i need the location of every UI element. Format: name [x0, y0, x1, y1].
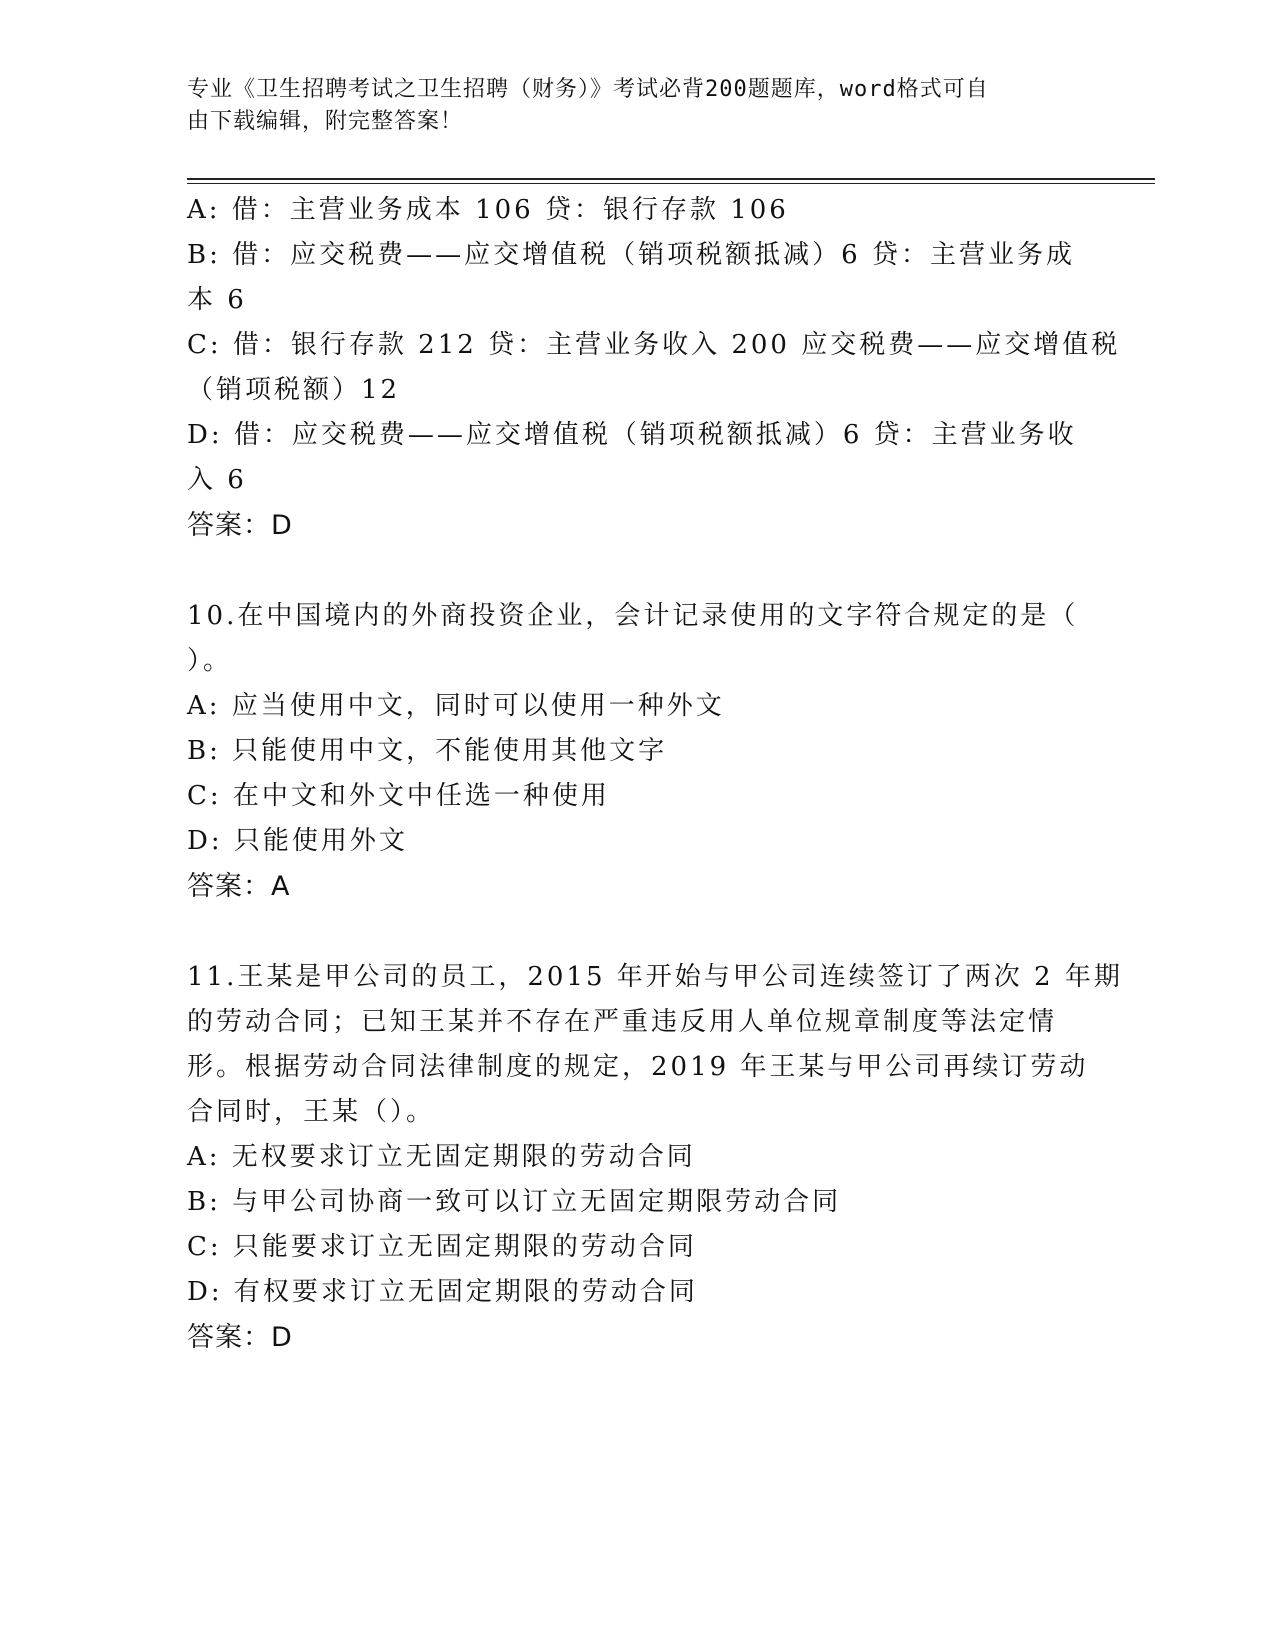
- question-10: [187, 594, 1087, 909]
- header-line-2: 由下载编辑，附完整答案！: [187, 109, 464, 134]
- option-d: D: 有权要求订立无固定期限的劳动合同: [187, 1277, 698, 1307]
- option-d: D: 借：应交税费——应交增值税（销项税额抵减）6 贷：主营业务收: [187, 420, 1077, 450]
- question-stem-continued: 的劳动合同；已知王某并不存在严重违反用人单位规章制度等法定情: [187, 1007, 1058, 1037]
- header-line-1: 专业《卫生招聘考试之卫生招聘（财务）》考试必背200题题库，word格式可自: [187, 77, 989, 102]
- answer-label: 答案：D: [187, 1322, 293, 1353]
- document-body: [187, 188, 1123, 1360]
- question-stem-continued: 合同时，王某（）。: [187, 1097, 436, 1127]
- option-b: B: 借：应交税费——应交增值税（销项税额抵减）6 贷：主营业务成: [187, 240, 1075, 270]
- answer-label: 答案：A: [187, 871, 291, 902]
- question-9-options: [187, 188, 1121, 548]
- option-c: C: 在中文和外文中任选一种使用: [187, 781, 610, 811]
- option-d-continued: 入 6: [187, 465, 247, 495]
- option-b: B: 与甲公司协商一致可以订立无固定期限劳动合同: [187, 1187, 842, 1217]
- question-stem: 10.在中国境内的外商投资企业，会计记录使用的文字符合规定的是（: [187, 601, 1079, 631]
- option-b-continued: 本 6: [187, 285, 247, 315]
- header-rule-thin: [187, 183, 1155, 184]
- option-b: B: 只能使用中文，不能使用其他文字: [187, 736, 668, 766]
- option-a: A: 借：主营业务成本 106 贷：银行存款 106: [187, 195, 789, 225]
- option-c: C: 借：银行存款 212 贷：主营业务收入 200 应交税费——应交增值税: [187, 330, 1121, 360]
- question-11: [187, 955, 1123, 1360]
- option-c: C: 只能要求订立无固定期限的劳动合同: [187, 1232, 697, 1262]
- question-stem-continued: ）。: [187, 646, 233, 676]
- answer-label: 答案：D: [187, 510, 293, 541]
- header-rule-thick: [187, 178, 1155, 180]
- option-d: D: 只能使用外文: [187, 826, 408, 856]
- question-stem-continued: 形。根据劳动合同法律制度的规定，2019 年王某与甲公司再续订劳动: [187, 1052, 1089, 1082]
- spacer: [187, 548, 1087, 594]
- spacer: [187, 909, 1087, 955]
- question-stem: 11.王某是甲公司的员工，2015 年开始与甲公司连续签订了两次 2 年期: [187, 962, 1123, 992]
- option-c-continued: （销项税额）12: [187, 375, 401, 405]
- option-a: A: 应当使用中文，同时可以使用一种外文: [187, 691, 725, 721]
- option-a: A: 无权要求订立无固定期限的劳动合同: [187, 1142, 696, 1172]
- document-header: [187, 74, 1087, 138]
